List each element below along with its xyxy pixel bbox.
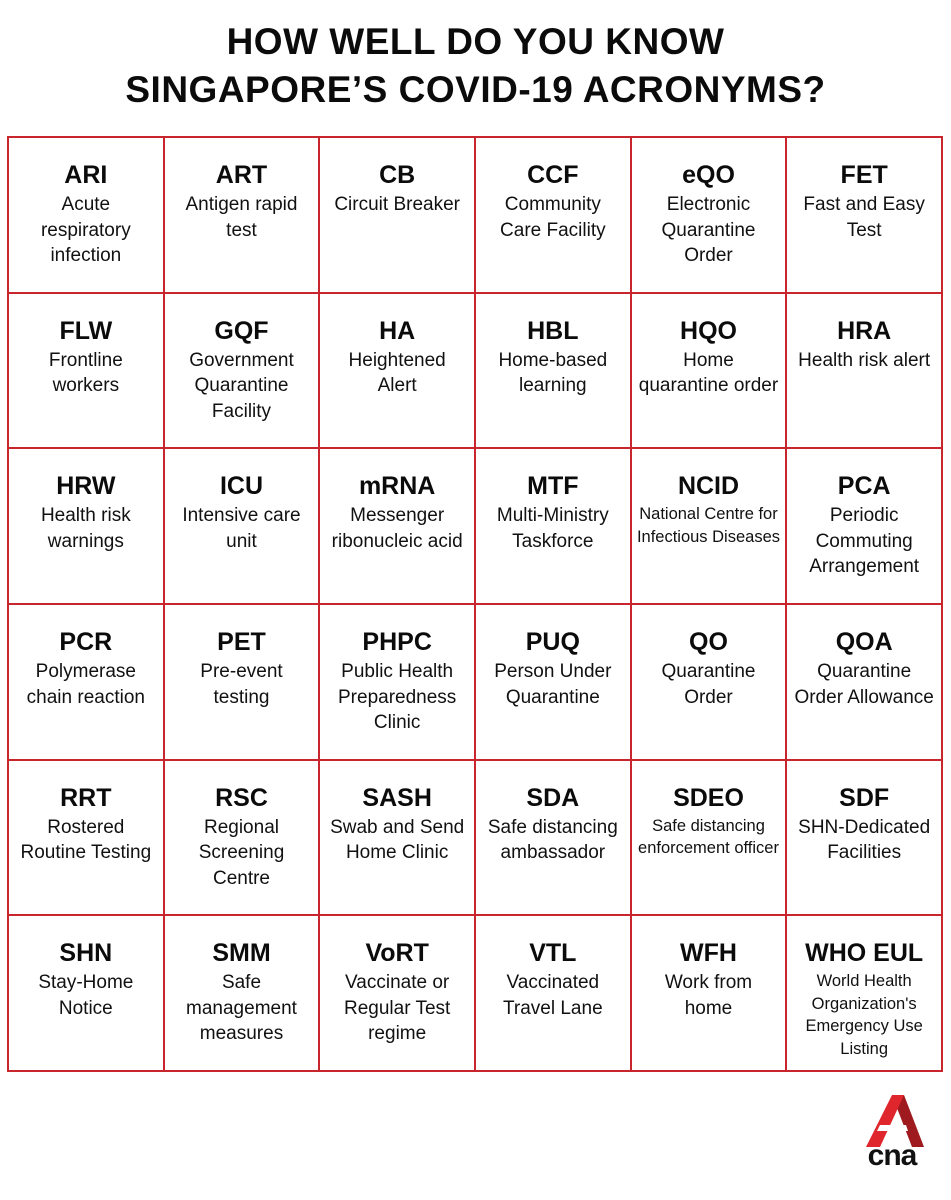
acronym-label: PUQ <box>525 628 580 656</box>
acronym-cell <box>320 916 476 1072</box>
acronym-label: VoRT <box>365 939 429 968</box>
acronym-cell <box>476 449 632 605</box>
acronym-cell <box>9 138 165 294</box>
acronym-cell <box>320 761 476 917</box>
acronym-definition: World Health Organization's Emergency Use Listing <box>805 972 923 1058</box>
acronym-grid <box>7 136 943 1072</box>
acronym-definition: Frontline workers <box>48 349 123 397</box>
acronym-definition: Quarantine Order Allowance <box>794 661 934 708</box>
acronym-cell <box>632 294 788 450</box>
acronym-definition: Circuit Breaker <box>334 194 460 215</box>
acronym-cell <box>632 916 788 1072</box>
acronym-label: SDA <box>526 783 580 812</box>
acronym-label: MTF <box>527 472 579 501</box>
acronym-label: mRNA <box>358 472 436 501</box>
acronym-cell <box>165 916 321 1072</box>
acronym-definition: Vaccinate or Regular Test regime <box>343 972 451 1045</box>
acronym-definition: Home-based learning <box>498 349 608 397</box>
acronym-cell <box>476 138 632 294</box>
acronym-label: PET <box>217 628 266 656</box>
acronym-label: RSC <box>215 783 268 812</box>
acronym-definition: Home quarantine order <box>638 349 779 397</box>
acronym-label: HBL <box>527 316 579 345</box>
acronym-cell <box>9 761 165 917</box>
acronym-definition: Vaccinated Travel Lane <box>503 972 603 1019</box>
page-title-line-2: SINGAPORE’S COVID-19 ACRONYMS? <box>125 69 826 110</box>
acronym-cell <box>165 138 321 294</box>
acronym-definition: Health risk alert <box>798 349 931 371</box>
acronym-definition: Safe distancing enforcement officer <box>638 816 779 858</box>
acronym-definition: Messenger ribonucleic acid <box>331 505 463 552</box>
acronym-cell <box>320 449 476 605</box>
acronym-definition: Intensive care unit <box>182 505 301 552</box>
page-title-line-1: HOW WELL DO YOU KNOW <box>226 21 725 62</box>
acronym-label: eQO <box>682 161 735 189</box>
acronym-definition: Multi-Ministry Taskforce <box>496 505 609 552</box>
acronym-definition: Polymerase chain reaction <box>26 661 145 708</box>
acronym-definition: Public Health Preparedness Clinic <box>338 661 457 733</box>
acronym-definition: Work from home <box>664 972 753 1019</box>
acronym-label: HRW <box>56 472 116 501</box>
acronym-definition: Government Quarantine Facility <box>189 349 294 422</box>
acronym-cell <box>320 605 476 761</box>
acronym-definition: National Centre for Infectious Diseases <box>636 505 781 546</box>
acronym-label: QO <box>689 628 728 656</box>
acronym-label: SHN <box>59 939 113 968</box>
acronym-cell <box>632 138 788 294</box>
acronym-label: SMM <box>212 939 271 968</box>
acronym-label: NCID <box>677 472 740 501</box>
acronym-cell <box>476 294 632 450</box>
acronym-label: QOA <box>835 628 893 656</box>
acronym-label: PCR <box>59 628 113 656</box>
acronym-cell <box>787 916 943 1072</box>
acronym-cell <box>165 294 321 450</box>
acronym-label: FLW <box>59 316 113 345</box>
acronym-label: ICU <box>219 472 264 501</box>
acronym-cell <box>9 449 165 605</box>
acronym-cell <box>787 294 943 450</box>
acronym-cell <box>787 138 943 294</box>
acronym-definition: Community Care Facility <box>500 194 606 241</box>
acronym-definition: SHN-Dedicated Facilities <box>798 816 931 864</box>
acronym-cell <box>9 294 165 450</box>
acronym-definition: Safe distancing ambassador <box>487 816 618 864</box>
acronym-definition: Rostered Routine Testing <box>20 816 152 864</box>
acronym-label: HA <box>379 316 416 345</box>
acronym-label: HRA <box>837 316 892 345</box>
acronym-label: PCA <box>837 472 891 501</box>
acronym-label: SDEO <box>673 783 744 812</box>
acronym-cell <box>476 916 632 1072</box>
acronym-definition: Antigen rapid test <box>185 194 298 241</box>
acronym-cell <box>787 761 943 917</box>
acronym-definition: Periodic Commuting Arrangement <box>809 505 920 578</box>
cna-logo <box>860 1095 924 1175</box>
acronym-label: FET <box>840 161 888 189</box>
acronym-definition: Regional Screening Centre <box>198 816 285 889</box>
acronym-label: ARI <box>64 161 108 189</box>
acronym-definition: Safe management measures <box>186 972 297 1045</box>
acronym-cell <box>632 449 788 605</box>
acronym-definition: Acute respiratory infection <box>40 194 131 266</box>
acronym-definition: Health risk warnings <box>40 505 131 552</box>
acronym-label: WHO EUL <box>805 939 924 968</box>
acronym-label: CCF <box>527 161 579 189</box>
acronym-cell <box>632 761 788 917</box>
acronym-definition: Heightened Alert <box>348 349 446 397</box>
acronym-definition: Swab and Send Home Clinic <box>330 816 465 864</box>
acronym-label: GQF <box>214 316 269 345</box>
acronym-label: CB <box>379 161 416 189</box>
acronym-cell <box>165 605 321 761</box>
acronym-cell <box>476 761 632 917</box>
acronym-definition: Pre-event testing <box>200 661 283 708</box>
acronym-definition: Stay-Home Notice <box>38 972 134 1019</box>
acronym-cell <box>787 449 943 605</box>
cna-logo-text: cna <box>867 1139 917 1172</box>
acronym-label: PHPC <box>362 628 432 656</box>
acronym-label: HQO <box>680 316 737 345</box>
acronym-cell <box>9 605 165 761</box>
acronym-definition: Quarantine Order <box>661 661 756 708</box>
page-title <box>0 18 951 114</box>
acronym-label: SASH <box>362 783 432 812</box>
acronym-label: VTL <box>529 939 577 968</box>
acronym-definition: Person Under Quarantine <box>494 661 612 708</box>
acronym-cell <box>320 294 476 450</box>
acronym-cell <box>320 138 476 294</box>
acronym-label: WFH <box>680 939 737 968</box>
acronym-cell <box>9 916 165 1072</box>
acronym-definition: Fast and Easy Test <box>803 194 925 241</box>
acronym-label: ART <box>215 161 268 189</box>
acronym-cell <box>165 449 321 605</box>
acronym-definition: Electronic Quarantine Order <box>661 194 756 266</box>
acronym-cell <box>787 605 943 761</box>
acronym-label: SDF <box>839 783 890 812</box>
acronym-cell <box>476 605 632 761</box>
acronym-cell <box>165 761 321 917</box>
acronym-cell <box>632 605 788 761</box>
acronym-label: RRT <box>60 783 112 812</box>
